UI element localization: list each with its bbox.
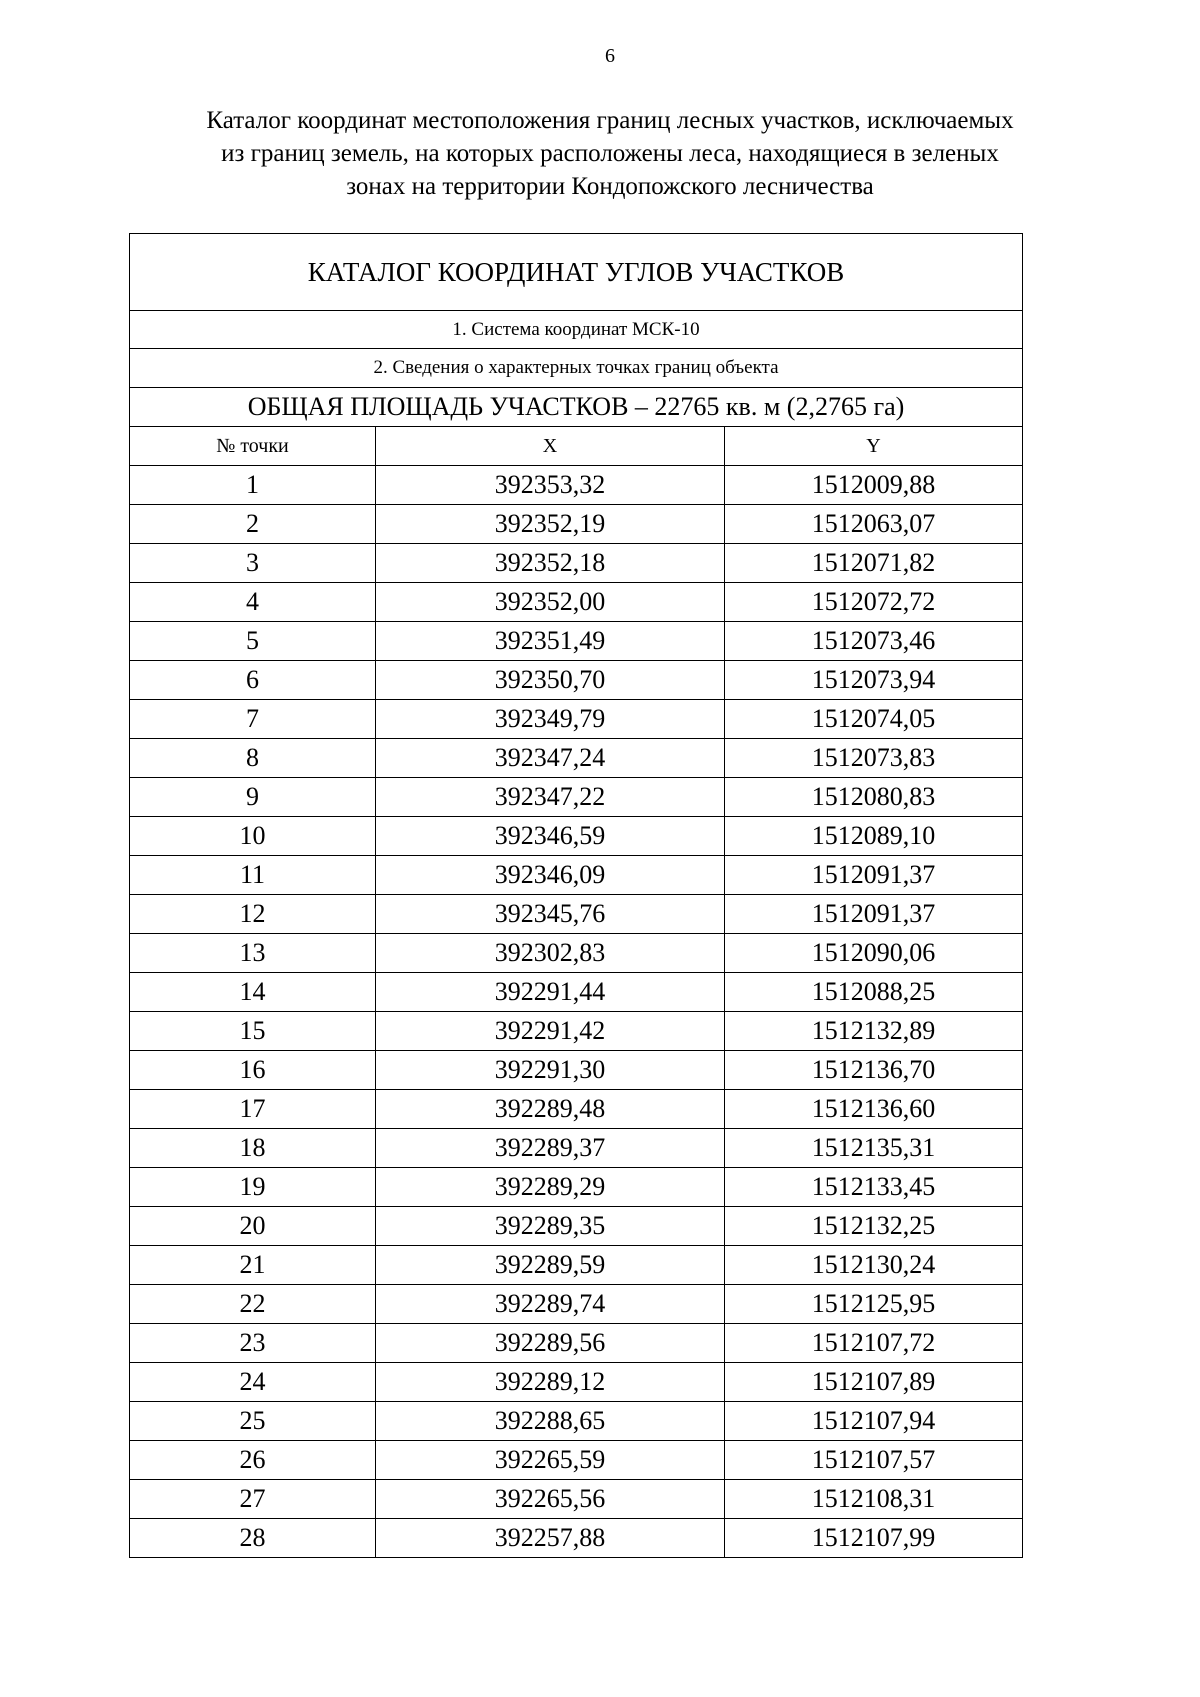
table-row [130,466,1023,505]
coordinates-catalog-table [129,233,1023,1558]
y-coordinate-cell: 1512073,94 [725,661,1023,700]
y-coordinate-cell: 1512071,82 [725,544,1023,583]
point-number-cell: 15 [130,1012,376,1051]
point-number-cell: 23 [130,1324,376,1363]
x-coordinate-cell: 392347,22 [376,778,725,817]
x-coordinate-cell: 392345,76 [376,895,725,934]
y-coordinate-cell: 1512073,46 [725,622,1023,661]
point-number-cell: 28 [130,1519,376,1558]
table-row [130,973,1023,1012]
y-coordinate-cell: 1512072,72 [725,583,1023,622]
table-title-row [130,234,1023,311]
total-area-label: ОБЩАЯ ПЛОЩАДЬ УЧАСТКОВ – 22765 кв. м (2,2765 га) [130,388,1023,427]
y-coordinate-cell: 1512133,45 [725,1168,1023,1207]
x-coordinate-cell: 392352,19 [376,505,725,544]
x-coordinate-cell: 392289,29 [376,1168,725,1207]
document-title-line: Каталог координат местоположения границ лесных участков, исключаемых [206,107,1014,134]
x-coordinate-cell: 392289,56 [376,1324,725,1363]
table-row [130,1324,1023,1363]
y-coordinate-cell: 1512080,83 [725,778,1023,817]
table-row [130,1519,1023,1558]
x-coordinate-cell: 392289,59 [376,1246,725,1285]
y-coordinate-cell: 1512136,60 [725,1090,1023,1129]
y-coordinate-cell: 1512135,31 [725,1129,1023,1168]
y-coordinate-cell: 1512125,95 [725,1285,1023,1324]
document-title-line: из границ земель, на которых расположены леса, находящиеся в зеленых [221,140,999,167]
point-number-cell: 11 [130,856,376,895]
table-row [130,934,1023,973]
point-number-cell: 7 [130,700,376,739]
table-row [130,1051,1023,1090]
point-number-cell: 27 [130,1480,376,1519]
table-row [130,1168,1023,1207]
point-number-cell: 20 [130,1207,376,1246]
y-coordinate-cell: 1512130,24 [725,1246,1023,1285]
document-title-line: зонах на территории Кондопожского лесничества [346,173,874,200]
x-coordinate-cell: 392349,79 [376,700,725,739]
y-coordinate-cell: 1512088,25 [725,973,1023,1012]
x-coordinate-cell: 392291,30 [376,1051,725,1090]
y-coordinate-cell: 1512107,99 [725,1519,1023,1558]
x-coordinate-cell: 392350,70 [376,661,725,700]
document-title [120,104,1100,203]
y-coordinate-cell: 1512091,37 [725,856,1023,895]
page-number: 6 [605,45,615,67]
x-coordinate-cell: 392302,83 [376,934,725,973]
point-number-cell: 22 [130,1285,376,1324]
points-info-label: 2. Сведения о характерных точках границ объекта [130,349,1023,388]
point-number-cell: 26 [130,1441,376,1480]
y-coordinate-cell: 1512009,88 [725,466,1023,505]
table-row [130,544,1023,583]
x-coordinate-cell: 392265,59 [376,1441,725,1480]
y-coordinate-cell: 1512107,72 [725,1324,1023,1363]
x-coordinate-cell: 392353,32 [376,466,725,505]
y-coordinate-cell: 1512063,07 [725,505,1023,544]
table-title: КАТАЛОГ КООРДИНАТ УГЛОВ УЧАСТКОВ [130,234,1023,311]
y-coordinate-cell: 1512132,89 [725,1012,1023,1051]
table-row [130,1480,1023,1519]
x-coordinate-cell: 392347,24 [376,739,725,778]
table-row [130,895,1023,934]
y-coordinate-cell: 1512132,25 [725,1207,1023,1246]
table-row [130,778,1023,817]
total-area-row [130,388,1023,427]
table-row [130,1246,1023,1285]
column-header-x: X [376,427,725,466]
point-number-cell: 21 [130,1246,376,1285]
point-number-cell: 24 [130,1363,376,1402]
x-coordinate-cell: 392289,35 [376,1207,725,1246]
point-number-cell: 14 [130,973,376,1012]
point-number-cell: 3 [130,544,376,583]
y-coordinate-cell: 1512090,06 [725,934,1023,973]
point-number-cell: 25 [130,1402,376,1441]
point-number-cell: 1 [130,466,376,505]
point-number-cell: 8 [130,739,376,778]
x-coordinate-cell: 392289,48 [376,1090,725,1129]
table-row [130,739,1023,778]
table-row [130,622,1023,661]
y-coordinate-cell: 1512107,89 [725,1363,1023,1402]
table-row [130,505,1023,544]
table-row [130,1285,1023,1324]
table-header-row [130,427,1023,466]
table-row [130,1012,1023,1051]
y-coordinate-cell: 1512107,94 [725,1402,1023,1441]
y-coordinate-cell: 1512107,57 [725,1441,1023,1480]
column-header-y: Y [725,427,1023,466]
table-row [130,1402,1023,1441]
y-coordinate-cell: 1512136,70 [725,1051,1023,1090]
x-coordinate-cell: 392291,44 [376,973,725,1012]
points-info-row [130,349,1023,388]
point-number-cell: 12 [130,895,376,934]
point-number-cell: 10 [130,817,376,856]
table-row [130,1207,1023,1246]
x-coordinate-cell: 392291,42 [376,1012,725,1051]
point-number-cell: 2 [130,505,376,544]
x-coordinate-cell: 392289,37 [376,1129,725,1168]
y-coordinate-cell: 1512091,37 [725,895,1023,934]
point-number-cell: 6 [130,661,376,700]
table-row [130,1363,1023,1402]
point-number-cell: 9 [130,778,376,817]
x-coordinate-cell: 392289,74 [376,1285,725,1324]
x-coordinate-cell: 392265,56 [376,1480,725,1519]
point-number-cell: 17 [130,1090,376,1129]
x-coordinate-cell: 392288,65 [376,1402,725,1441]
table-row [130,583,1023,622]
y-coordinate-cell: 1512108,31 [725,1480,1023,1519]
table-row [130,661,1023,700]
x-coordinate-cell: 392351,49 [376,622,725,661]
coordinate-system-label: 1. Система координат МСК-10 [130,311,1023,349]
x-coordinate-cell: 392352,00 [376,583,725,622]
table-row [130,1129,1023,1168]
point-number-cell: 19 [130,1168,376,1207]
y-coordinate-cell: 1512074,05 [725,700,1023,739]
point-number-cell: 16 [130,1051,376,1090]
coordinate-system-row [130,311,1023,349]
column-header-point: № точки [130,427,376,466]
x-coordinate-cell: 392289,12 [376,1363,725,1402]
table-row [130,856,1023,895]
x-coordinate-cell: 392346,59 [376,817,725,856]
point-number-cell: 5 [130,622,376,661]
table-row [130,817,1023,856]
x-coordinate-cell: 392352,18 [376,544,725,583]
y-coordinate-cell: 1512073,83 [725,739,1023,778]
table-row [130,1441,1023,1480]
y-coordinate-cell: 1512089,10 [725,817,1023,856]
point-number-cell: 13 [130,934,376,973]
point-number-cell: 4 [130,583,376,622]
x-coordinate-cell: 392257,88 [376,1519,725,1558]
x-coordinate-cell: 392346,09 [376,856,725,895]
point-number-cell: 18 [130,1129,376,1168]
table-row [130,700,1023,739]
table-row [130,1090,1023,1129]
